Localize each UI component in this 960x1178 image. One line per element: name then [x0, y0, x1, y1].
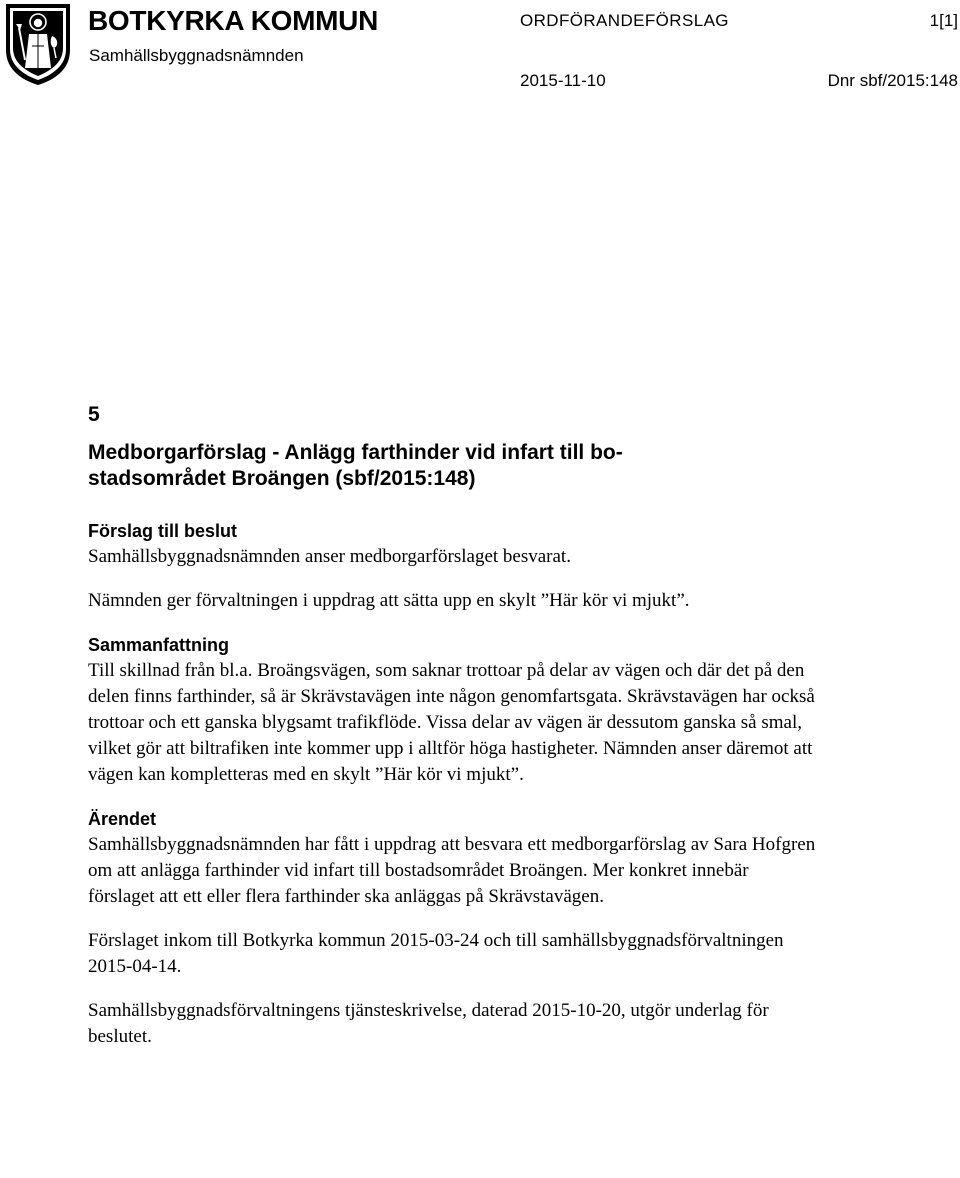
matter-paragraph: Förslaget inkom till Botkyrka kommun 2015-03-24 och till samhällsbyggnadsförvaltningen 2015-04-14.	[88, 930, 784, 977]
summary-section	[88, 632, 828, 788]
proposal-heading: Förslag till beslut	[88, 521, 238, 541]
item-number: 5	[88, 403, 100, 426]
item-title	[88, 440, 748, 492]
summary-heading: Sammanfattning	[88, 635, 230, 655]
matter-heading: Ärendet	[88, 809, 157, 829]
document-type: ORDFÖRANDEFÖRSLAG	[520, 11, 729, 30]
item-title-line-1: Medborgarförslag - Anlägg farthinder vid infart till bo-	[88, 441, 623, 464]
matter-paragraph: Samhällsbyggnadsnämnden har fått i uppdrag att besvara ett medborgarförslag av Sara Hofgren om att anlägga farthinder vid infart till bostadsområdet Broängen. Mer konkret innebär förslaget att ett eller flera farthinder ska anläggas på Skrävstavägen.	[88, 834, 816, 907]
matter-section	[88, 806, 828, 1050]
diary-number: Dnr sbf/2015:148	[827, 71, 958, 90]
organization-name: BOTKYRKA KOMMUN	[88, 5, 378, 36]
document-body	[88, 402, 828, 1050]
matter-paragraph: Samhällsbyggnadsförvaltningens tjänsteskrivelse, daterad 2015-10-20, utgör underlag för beslutet.	[88, 1000, 769, 1047]
coat-of-arms-icon	[4, 2, 72, 86]
proposal-paragraph: Nämnden ger förvaltningen i uppdrag att sätta upp en skylt ”Här kör vi mjukt”.	[88, 590, 690, 611]
proposal-paragraph: Samhällsbyggnadsnämnden anser medborgarförslaget besvarat.	[88, 546, 571, 567]
board-name: Samhällsbyggnadsnämnden	[89, 46, 304, 65]
summary-paragraph: Till skillnad från bl.a. Broängsvägen, som saknar trottoar på delar av vägen och där det på den delen finns farthinder, så är Skrävstavägen inte någon genomfartsgata. Skrävstavägen har också trottoar och ett ganska blygsamt trafikflöde. Vissa delar av vägen är dessutom ganska så smal, vilket gör att biltrafiken inte kommer upp i alltför höga hastigheter. Nämnden anser däremot att vägen kan kompletteras med en skylt ”Här kör vi mjukt”.	[88, 660, 815, 785]
document-date: 2015-11-10	[520, 71, 606, 90]
municipality-coat-of-arms	[4, 2, 72, 86]
item-title-line-2: stadsområdet Broängen (sbf/2015:148)	[88, 467, 476, 490]
page-number: 1[1]	[929, 11, 958, 30]
proposal-section	[88, 518, 828, 614]
